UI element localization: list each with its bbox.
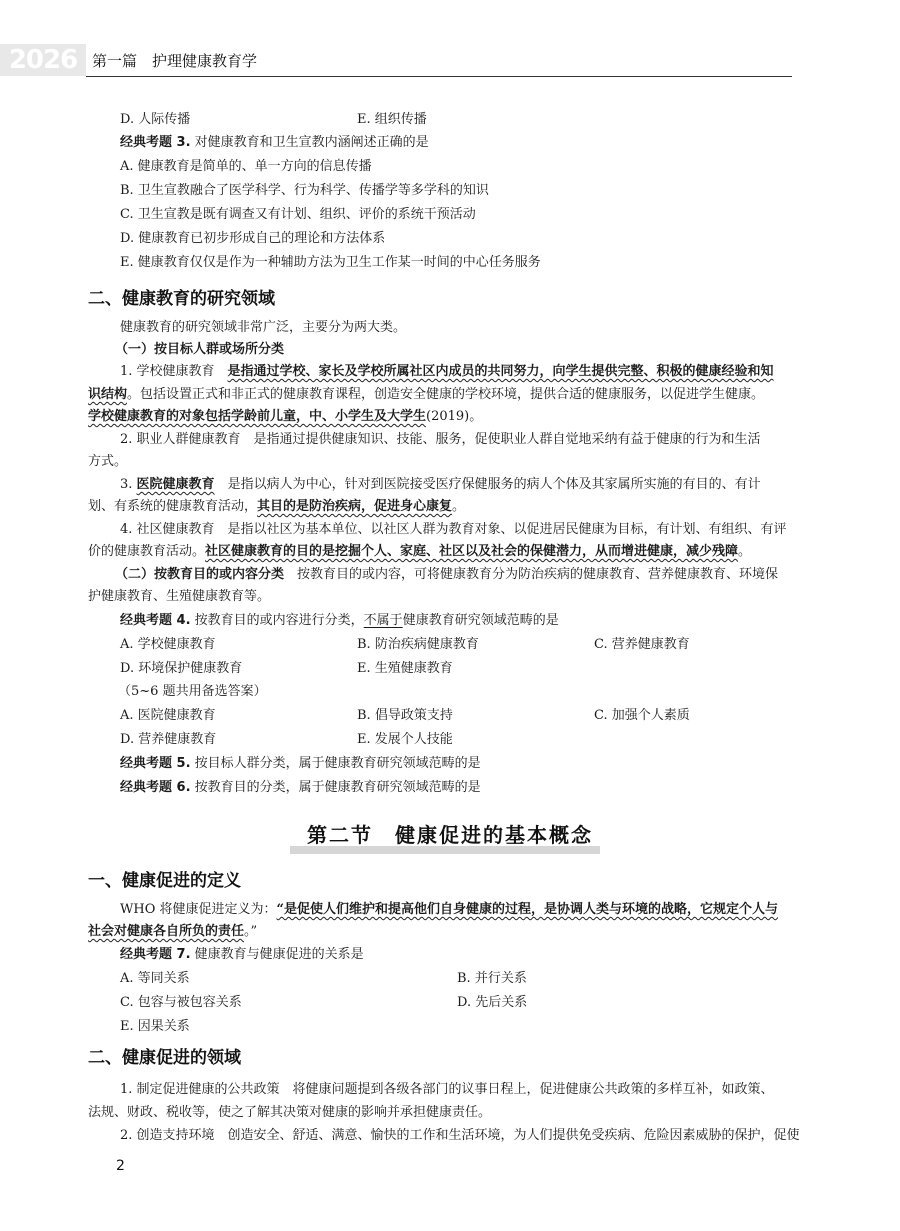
- key-point-text: 是指通过学校、家长及学校所属社区内成员的共同努力，向学生提供完整、积极的健康经验和知: [227, 364, 774, 379]
- question-label: 经典考题 7.: [120, 947, 191, 962]
- heading-definition: 一、健康促进的定义: [88, 871, 241, 891]
- year-tab: 2026: [0, 44, 86, 76]
- key-point-text: 其目的是防治疾病，促进身心康复: [257, 499, 453, 514]
- punctuation: 。”: [244, 924, 258, 939]
- key-point-text: “是促使人们维护和提高他们自身健康的过程，是协调人类与环境的战略，它规定个人与: [276, 902, 778, 917]
- q56-option-a: A. 医院健康教育: [120, 708, 216, 723]
- paragraph-public-policy-1: 1. 制定促进健康的公共政策 将健康问题提到各级各部门的议事日程上，促进健康公共政策的多样互补，如政策、: [120, 1082, 774, 1097]
- subheading-by-purpose: （二）按教育目的或内容分类: [115, 567, 285, 582]
- emphasis-not: 不属于: [363, 613, 403, 628]
- q4-option-d: D. 环境保护健康教育: [120, 661, 243, 676]
- q4-option-b: B. 防治疾病健康教育: [357, 637, 479, 652]
- paragraph-text: 。包括设置正式和非正式的健康教育课程，创造安全健康的学校环境，提供合适的健康服务，以促进学生健康。: [127, 387, 765, 402]
- question-6: [120, 778, 481, 798]
- heading-research-fields: 二、健康教育的研究领域: [88, 289, 275, 309]
- page-header: [0, 44, 900, 80]
- paragraph-school-1: [120, 362, 774, 382]
- q3-option-c: C. 卫生宣教是既有调查又有计划、组织、评价的系统干预活动: [120, 207, 476, 222]
- q56-option-d: D. 营养健康教育: [120, 732, 217, 747]
- q4-option-e: E. 生殖健康教育: [357, 661, 453, 676]
- question-label: 经典考题 5.: [120, 756, 191, 771]
- paragraph-community-1: 4. 社区健康教育 是指以社区为基本单位、以社区人群为教育对象、以促进居民健康为目标，有计划、有组织、有评: [120, 522, 787, 537]
- question-label: 经典考题 3.: [120, 135, 191, 150]
- question-3: [120, 133, 429, 153]
- paragraph-school-3: [88, 407, 482, 427]
- paragraph-occupational-1: 2. 职业人群健康教育 是指通过提供健康知识、技能、服务，促使职业人群自觉地采纳有益于健康的行为和生活: [120, 432, 761, 447]
- q7-option-e: E. 因果关系: [120, 1019, 190, 1034]
- q56-option-b: B. 倡导政策支持: [357, 708, 453, 723]
- q4-option-c: C. 营养健康教育: [594, 637, 690, 652]
- punctuation: 。: [452, 499, 466, 514]
- question-4: [120, 611, 559, 631]
- question-stem: 按教育目的或内容进行分类，: [194, 613, 364, 628]
- paragraph-public-policy-2: 法规、财政、税收等，使之了解其决策对健康的影响并承担健康责任。: [88, 1105, 492, 1120]
- header-title: 第一篇 护理健康教育学: [92, 52, 258, 70]
- q2-option-e: E. 组织传播: [357, 112, 427, 127]
- key-point-text: 学校健康教育的对象包括学龄前儿童，中、小学生及大学生: [88, 409, 427, 424]
- paragraph-school-2: [88, 385, 764, 405]
- question-stem: 对健康教育和卫生宣教内涵阐述正确的是: [194, 135, 429, 150]
- paragraph-hospital-2: [88, 497, 465, 517]
- paragraph-hospital-1: [120, 475, 761, 495]
- paragraph-by-purpose-2: 护健康教育、生殖健康教育等。: [88, 589, 271, 604]
- subheading-by-target: （一）按目标人群或场所分类: [115, 342, 285, 357]
- exam-year: (2019)。: [426, 409, 483, 424]
- paragraph-text: 划、有系统的健康教育活动，: [88, 499, 258, 514]
- page-number: 2: [116, 1158, 125, 1174]
- q3-option-a: A. 健康教育是简单的、单一方向的信息传播: [120, 159, 372, 174]
- question-7: [120, 945, 364, 965]
- punctuation: 。: [738, 544, 752, 559]
- paragraph-supportive-env: 2. 创造支持环境 创造安全、舒适、满意、愉快的工作和生活环境，为人们提供免受疾病、危险因素威胁的保护，促使: [120, 1128, 800, 1143]
- shared-options-note: （5~6 题共用备选答案）: [118, 684, 267, 699]
- section-title: 第二节 健康促进的基本概念: [307, 823, 593, 847]
- paragraph-text: 是指以病人为中心，针对到医院接受医疗保健服务的病人个体及其家属所实施的有目的、有计: [214, 477, 761, 492]
- definition-line-1: [120, 900, 778, 920]
- question-label: 经典考题 4.: [120, 613, 191, 628]
- intro-text: 健康教育的研究领域非常广泛，主要分为两大类。: [120, 320, 407, 335]
- q4-option-a: A. 学校健康教育: [120, 637, 216, 652]
- question-stem: 健康教育研究领域范畴的是: [402, 613, 559, 628]
- question-stem: 按目标人群分类，属于健康教育研究领域范畴的是: [194, 756, 481, 771]
- q3-option-d: D. 健康教育已初步形成自己的理论和方法体系: [120, 231, 386, 246]
- q2-option-d: D. 人际传播: [120, 112, 191, 127]
- paragraph-by-purpose-1: [115, 565, 778, 585]
- question-stem: 按教育目的分类，属于健康教育研究领域范畴的是: [194, 780, 481, 795]
- q7-option-a: A. 等同关系: [120, 971, 190, 986]
- paragraph-text: 按教育目的或内容，可将健康教育分为防治疾病的健康教育、营养健康教育、环境保: [284, 567, 779, 582]
- q3-option-b: B. 卫生宣教融合了医学科学、行为科学、传播学等多学科的知识: [120, 183, 489, 198]
- question-stem: 健康教育与健康促进的关系是: [194, 947, 364, 962]
- q7-option-d: D. 先后关系: [457, 995, 528, 1010]
- paragraph-community-2: [88, 542, 751, 562]
- header-rule: [86, 76, 792, 77]
- paragraph-text: 价的健康教育活动。: [88, 544, 206, 559]
- question-label: 经典考题 6.: [120, 780, 191, 795]
- q56-option-e: E. 发展个人技能: [357, 732, 453, 747]
- key-point-text: 社区健康教育的目的是挖掘个人、家庭、社区以及社会的保健潜力，从而增进健康，减少残障: [205, 544, 739, 559]
- paragraph-lead: 1. 学校健康教育: [120, 364, 228, 379]
- paragraph-lead: 3.: [120, 477, 137, 492]
- key-point-text: 识结构: [88, 387, 128, 402]
- question-5: [120, 754, 481, 774]
- q7-option-b: B. 并行关系: [457, 971, 527, 986]
- q3-option-e: E. 健康教育仅仅是作为一种辅助方法为卫生工作某一时间的中心任务服务: [120, 255, 541, 270]
- q56-option-c: C. 加强个人素质: [594, 708, 690, 723]
- paragraph-occupational-2: 方式。: [88, 454, 128, 469]
- key-point-text: 社会对健康各自所负的责任: [88, 924, 245, 939]
- heading-promotion-fields: 二、健康促进的领域: [88, 1048, 241, 1068]
- definition-line-2: [88, 922, 257, 942]
- q7-option-c: C. 包容与被包容关系: [120, 995, 242, 1010]
- key-point-text: 医院健康教育: [136, 477, 215, 492]
- paragraph-text: WHO 将健康促进定义为：: [120, 902, 277, 917]
